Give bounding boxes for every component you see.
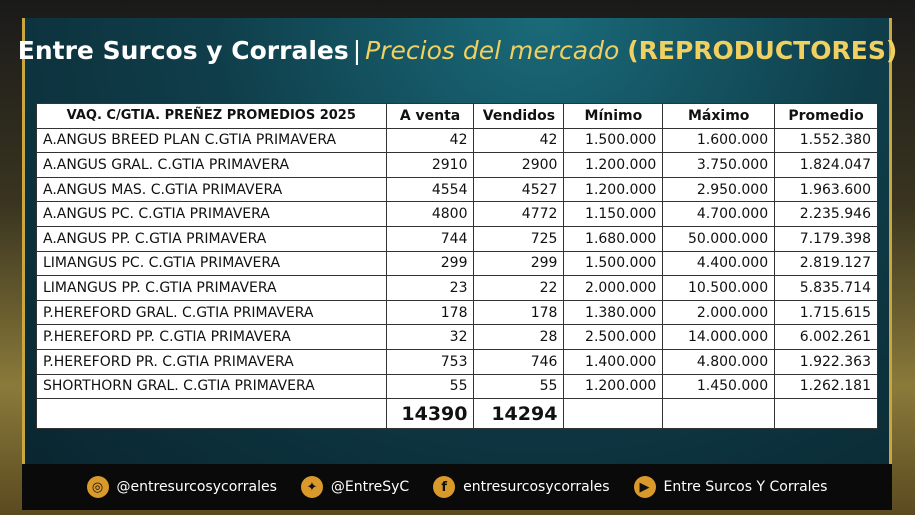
page-title bbox=[0, 34, 915, 68]
total-cell bbox=[564, 399, 663, 429]
row-label: P.HEREFORD GRAL. C.GTIA PRIMAVERA bbox=[37, 300, 387, 325]
social-label: @entresurcosycorrales bbox=[116, 479, 277, 495]
table-cell: 3.750.000 bbox=[663, 153, 775, 178]
table-cell: 6.002.261 bbox=[775, 325, 878, 350]
price-table bbox=[36, 103, 878, 429]
column-header: Máximo bbox=[663, 104, 775, 129]
table-cell: 4.400.000 bbox=[663, 251, 775, 276]
twitter-icon: ✦ bbox=[301, 476, 323, 498]
social-label: Entre Surcos Y Corrales bbox=[663, 479, 828, 495]
table-row bbox=[37, 226, 878, 251]
table-cell: 4.800.000 bbox=[663, 349, 775, 374]
row-label: A.ANGUS PP. C.GTIA PRIMAVERA bbox=[37, 226, 387, 251]
table-cell: 50.000.000 bbox=[663, 226, 775, 251]
table-row bbox=[37, 202, 878, 227]
row-label: P.HEREFORD PP. C.GTIA PRIMAVERA bbox=[37, 325, 387, 350]
table-cell: 1.500.000 bbox=[564, 251, 663, 276]
row-label: A.ANGUS GRAL. C.GTIA PRIMAVERA bbox=[37, 153, 387, 178]
social-footer bbox=[22, 464, 892, 510]
total-cell: 14390 bbox=[386, 399, 474, 429]
total-cell bbox=[663, 399, 775, 429]
table-row bbox=[37, 325, 878, 350]
table-cell: 1.600.000 bbox=[663, 128, 775, 153]
table-cell: 1.200.000 bbox=[564, 153, 663, 178]
table-cell: 299 bbox=[386, 251, 474, 276]
table-cell: 1.500.000 bbox=[564, 128, 663, 153]
totals-row bbox=[37, 399, 878, 429]
row-label: P.HEREFORD PR. C.GTIA PRIMAVERA bbox=[37, 349, 387, 374]
table-cell: 4527 bbox=[474, 177, 564, 202]
subtitle: Precios del mercado bbox=[365, 36, 620, 65]
table-cell: 10.500.000 bbox=[663, 276, 775, 301]
table-cell: 753 bbox=[386, 349, 474, 374]
social-link[interactable] bbox=[634, 476, 828, 498]
column-header: VAQ. C/GTIA. PREÑEZ PROMEDIOS 2025 bbox=[37, 104, 387, 129]
table-cell: 1.200.000 bbox=[564, 374, 663, 399]
column-header: Mínimo bbox=[564, 104, 663, 129]
table-cell: 1.552.380 bbox=[775, 128, 878, 153]
table-cell: 4772 bbox=[474, 202, 564, 227]
table-row bbox=[37, 374, 878, 399]
table-cell: 22 bbox=[474, 276, 564, 301]
table-cell: 1.715.615 bbox=[775, 300, 878, 325]
table-cell: 42 bbox=[386, 128, 474, 153]
youtube-icon: ▶ bbox=[634, 476, 656, 498]
total-cell: 14294 bbox=[474, 399, 564, 429]
table-cell: 1.922.363 bbox=[775, 349, 878, 374]
table-cell: 2910 bbox=[386, 153, 474, 178]
row-label: A.ANGUS BREED PLAN C.GTIA PRIMAVERA bbox=[37, 128, 387, 153]
table-cell: 1.262.181 bbox=[775, 374, 878, 399]
table-cell: 725 bbox=[474, 226, 564, 251]
table-cell: 1.200.000 bbox=[564, 177, 663, 202]
row-label: SHORTHORN GRAL. C.GTIA PRIMAVERA bbox=[37, 374, 387, 399]
social-label: entresurcosycorrales bbox=[463, 479, 610, 495]
table-row bbox=[37, 153, 878, 178]
table-cell: 4.700.000 bbox=[663, 202, 775, 227]
table-cell: 55 bbox=[386, 374, 474, 399]
table-row bbox=[37, 177, 878, 202]
table-cell: 2.235.946 bbox=[775, 202, 878, 227]
table-cell: 32 bbox=[386, 325, 474, 350]
table-cell: 7.179.398 bbox=[775, 226, 878, 251]
table-cell: 299 bbox=[474, 251, 564, 276]
table-cell: 1.150.000 bbox=[564, 202, 663, 227]
title-separator: | bbox=[352, 36, 362, 65]
table-cell: 744 bbox=[386, 226, 474, 251]
table-cell: 178 bbox=[386, 300, 474, 325]
table-cell: 1.680.000 bbox=[564, 226, 663, 251]
instagram-icon: ◎ bbox=[87, 476, 109, 498]
total-cell bbox=[775, 399, 878, 429]
table-cell: 2.819.127 bbox=[775, 251, 878, 276]
social-link[interactable] bbox=[87, 476, 277, 498]
table-cell: 2.500.000 bbox=[564, 325, 663, 350]
table-cell: 2.950.000 bbox=[663, 177, 775, 202]
table-row bbox=[37, 349, 878, 374]
table-row bbox=[37, 300, 878, 325]
table-cell: 5.835.714 bbox=[775, 276, 878, 301]
social-link[interactable] bbox=[301, 476, 409, 498]
table-cell: 1.963.600 bbox=[775, 177, 878, 202]
table-cell: 42 bbox=[474, 128, 564, 153]
facebook-icon: f bbox=[433, 476, 455, 498]
table-header-row bbox=[37, 104, 878, 129]
row-label: LIMANGUS PP. C.GTIA PRIMAVERA bbox=[37, 276, 387, 301]
table-cell: 178 bbox=[474, 300, 564, 325]
table-row bbox=[37, 276, 878, 301]
total-cell bbox=[37, 399, 387, 429]
category-label: (REPRODUCTORES) bbox=[627, 36, 898, 65]
social-link[interactable] bbox=[433, 476, 609, 498]
column-header: Vendidos bbox=[474, 104, 564, 129]
table-cell: 2900 bbox=[474, 153, 564, 178]
table-cell: 14.000.000 bbox=[663, 325, 775, 350]
row-label: LIMANGUS PC. C.GTIA PRIMAVERA bbox=[37, 251, 387, 276]
table-cell: 1.380.000 bbox=[564, 300, 663, 325]
row-label: A.ANGUS PC. C.GTIA PRIMAVERA bbox=[37, 202, 387, 227]
table-cell: 23 bbox=[386, 276, 474, 301]
table-cell: 28 bbox=[474, 325, 564, 350]
column-header: A venta bbox=[386, 104, 474, 129]
table-cell: 1.450.000 bbox=[663, 374, 775, 399]
table-cell: 746 bbox=[474, 349, 564, 374]
table-cell: 4800 bbox=[386, 202, 474, 227]
column-header: Promedio bbox=[775, 104, 878, 129]
table-row bbox=[37, 128, 878, 153]
social-label: @EntreSyC bbox=[330, 479, 410, 495]
table-cell: 1.400.000 bbox=[564, 349, 663, 374]
table-cell: 4554 bbox=[386, 177, 474, 202]
table-cell: 1.824.047 bbox=[775, 153, 878, 178]
table-cell: 55 bbox=[474, 374, 564, 399]
table-cell: 2.000.000 bbox=[663, 300, 775, 325]
table-cell: 2.000.000 bbox=[564, 276, 663, 301]
brand-title: Entre Surcos y Corrales bbox=[17, 36, 349, 65]
row-label: A.ANGUS MAS. C.GTIA PRIMAVERA bbox=[37, 177, 387, 202]
table-row bbox=[37, 251, 878, 276]
